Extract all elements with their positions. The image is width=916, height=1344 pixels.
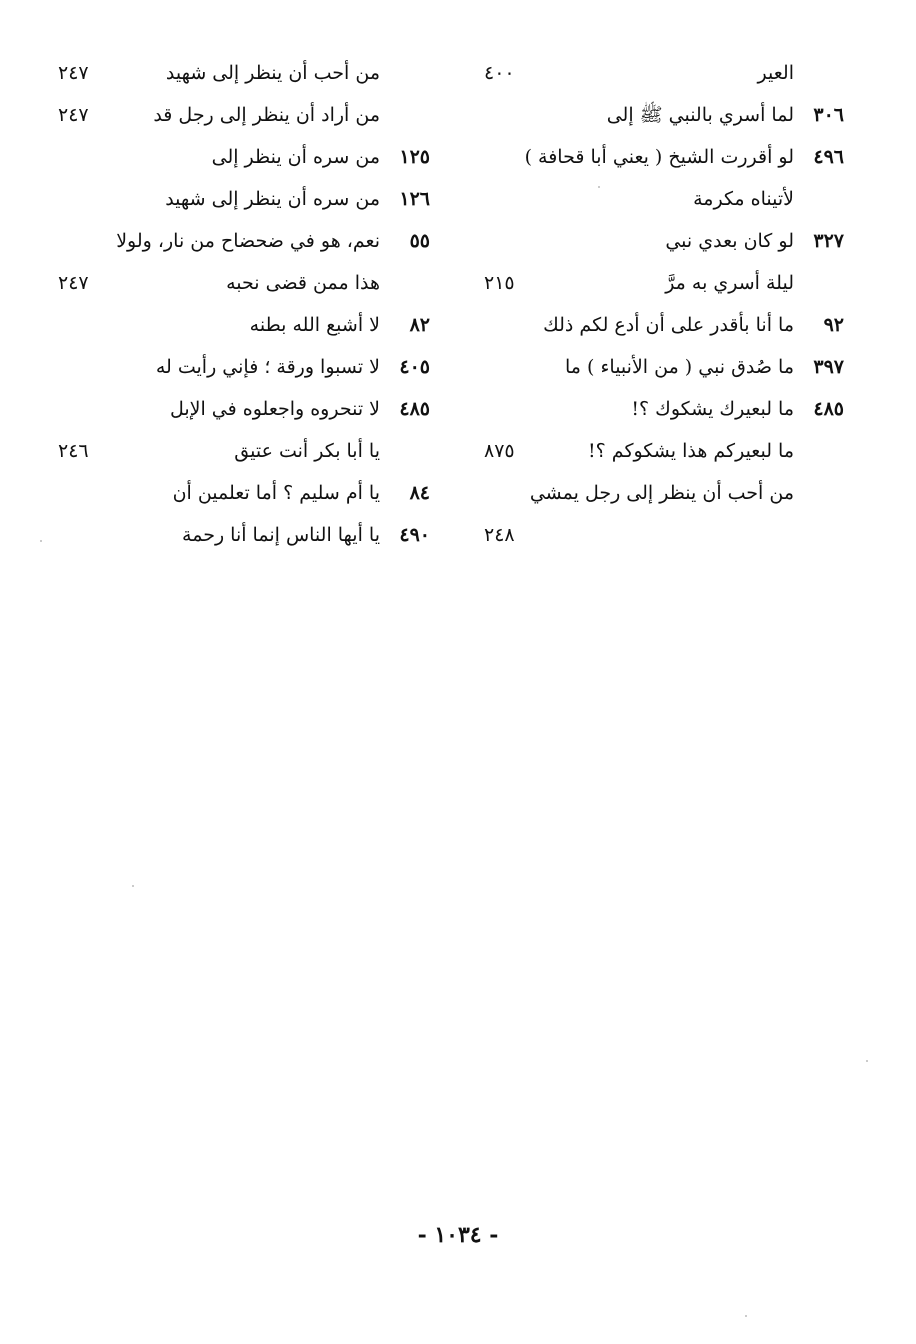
page-number: - ١٠٣٤ - [417, 1222, 499, 1248]
hadith-number: ٥٥ [409, 230, 430, 252]
hadith-text: لما أسري بالنبي ﷺ إلى [606, 104, 794, 126]
hadith-text: من أحب أن ينظر إلى رجل يمشي [529, 482, 794, 504]
hadith-text: يا أم سليم ؟ أما تعلمين أن [172, 482, 380, 504]
page-reference: ٢٤٧ [58, 62, 89, 84]
index-entry [58, 94, 430, 136]
page-reference: ٢٤٧ [58, 104, 89, 126]
page-reference: ٢٤٨ [484, 524, 515, 546]
index-entry [484, 388, 844, 430]
hadith-text: لو أقررت الشيخ ( يعني أبا قحافة ) [524, 146, 794, 168]
hadith-text: ما لبعيركم هذا يشكوكم ؟! [588, 440, 794, 462]
scan-speck [132, 885, 134, 887]
page-reference: ٢٤٦ [58, 440, 89, 462]
index-entry [484, 178, 844, 220]
index-column-left [58, 52, 430, 556]
index-entry [484, 472, 844, 514]
hadith-text: يا أبا بكر أنت عتيق [234, 440, 380, 462]
index-entry [484, 304, 844, 346]
hadith-text: هذا ممن قضى نحبه [226, 272, 380, 294]
index-entry [484, 346, 844, 388]
index-entry [484, 262, 844, 304]
hadith-text: من أحب أن ينظر إلى شهيد [165, 62, 380, 84]
index-entry [484, 220, 844, 262]
scan-speck [866, 1060, 868, 1062]
hadith-number: ٩٢ [823, 314, 844, 336]
hadith-text: من سره أن ينظر إلى شهيد [165, 188, 380, 210]
index-entry [484, 136, 844, 178]
index-entry [484, 52, 844, 94]
scan-speck [745, 1315, 747, 1317]
scan-speck [598, 186, 600, 188]
hadith-text: لا أشبع الله بطنه [249, 314, 380, 336]
hadith-number: ٣٩٧ [813, 356, 844, 378]
index-entry [58, 472, 430, 514]
hadith-text: ما لبعيرك يشكوك ؟! [631, 398, 794, 420]
index-entry [484, 94, 844, 136]
hadith-text: العير [757, 62, 794, 84]
scan-speck [40, 540, 42, 542]
index-entry [58, 178, 430, 220]
hadith-text: من أراد أن ينظر إلى رجل قد [153, 104, 380, 126]
hadith-number: ٨٢ [409, 314, 430, 336]
hadith-text: ما صُدق نبي ( من الأنبياء ) ما [565, 356, 794, 378]
index-entry [58, 514, 430, 556]
hadith-text: لا تنحروه واجعلوه في الإبل [169, 398, 380, 420]
hadith-number: ٨٤ [409, 482, 430, 504]
index-entry [58, 304, 430, 346]
index-entry [58, 136, 430, 178]
index-entry [58, 262, 430, 304]
hadith-text: لا تسبوا ورقة ؛ فإني رأيت له [155, 356, 380, 378]
page-reference: ٢١٥ [484, 272, 515, 294]
hadith-text: ليلة أسري به مرَّ [665, 272, 794, 294]
hadith-number: ٣٢٧ [813, 230, 844, 252]
hadith-text: نعم، هو في ضحضاح من نار، ولولا [116, 230, 380, 252]
hadith-number: ٤٩٠ [399, 524, 430, 546]
hadith-text: لو كان بعدي نبي [665, 230, 794, 252]
hadith-number: ٤٩٦ [813, 146, 844, 168]
hadith-number: ١٢٦ [399, 188, 430, 210]
hadith-number: ٤٨٥ [399, 398, 430, 420]
hadith-text: لأتيناه مكرمة [693, 188, 794, 210]
index-entry [58, 346, 430, 388]
hadith-number: ٣٠٦ [813, 104, 844, 126]
hadith-text: من سره أن ينظر إلى [211, 146, 380, 168]
page-reference: ٤٠٠ [484, 62, 515, 84]
index-entry [58, 388, 430, 430]
index-entry [58, 430, 430, 472]
index-entry [58, 52, 430, 94]
hadith-number: ١٢٥ [399, 146, 430, 168]
hadith-number: ٤٠٥ [399, 356, 430, 378]
hadith-number: ٤٨٥ [813, 398, 844, 420]
index-entry [484, 430, 844, 472]
index-entry [484, 514, 844, 556]
page-reference: ٢٤٧ [58, 272, 89, 294]
page-reference: ٨٧٥ [484, 440, 515, 462]
hadith-text: يا أيها الناس إنما أنا رحمة [182, 524, 380, 546]
index-column-right [484, 52, 844, 556]
hadith-text: ما أنا بأقدر على أن أدع لكم ذلك [543, 314, 794, 336]
index-entry [58, 220, 430, 262]
